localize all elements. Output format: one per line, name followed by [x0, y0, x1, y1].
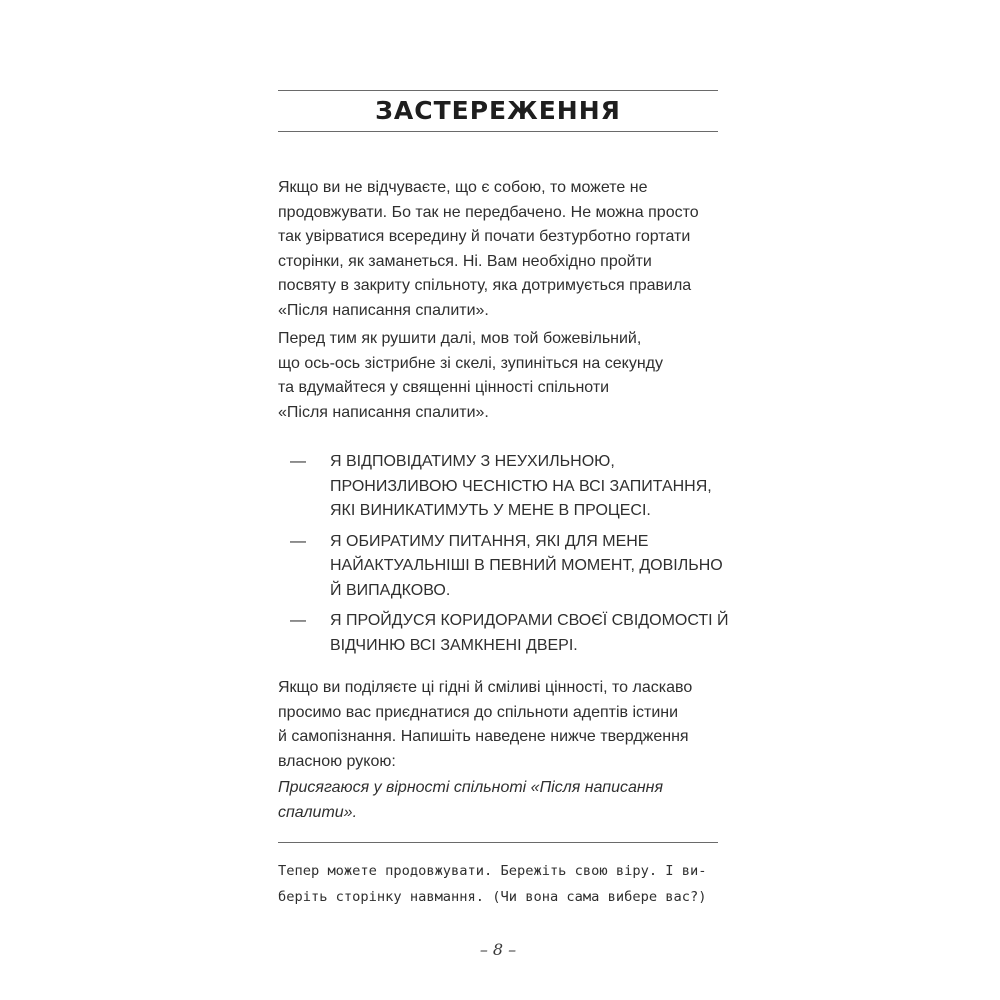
intro-line: Якщо ви не відчуваєте, що є собою, то можете не — [278, 179, 648, 196]
preface-paragraph — [278, 327, 718, 425]
preface-line: та вдумайтеся у священні цінності спільноти — [278, 379, 610, 396]
invitation-paragraph — [278, 676, 718, 774]
invitation-line: Якщо ви поділяєте ці гідні й сміливі цінності, то ласкаво — [278, 679, 693, 696]
value-line: Я ВІДПОВІДАТИМУ З НЕУХИЛЬНОЮ, — [330, 453, 615, 470]
intro-line: продовжувати. Бо так не передбачено. Не можна просто — [278, 203, 699, 221]
value-line: Я ОБИРАТИМУ ПИТАННЯ, ЯКІ ДЛЯ МЕНЕ — [330, 532, 649, 550]
values-list — [290, 450, 729, 664]
value-line: ПРОНИЗЛИВОЮ ЧЕСНІСТЮ НА ВСІ ЗАПИТАННЯ, — [330, 477, 712, 495]
intro-line: сторінки, як заманеться. Ні. Вам необхідно пройти — [278, 252, 652, 270]
title-underline-rule — [278, 131, 718, 132]
list-dash: — — [290, 612, 306, 629]
list-dash: — — [290, 532, 306, 550]
value-line: ВІДЧИНЮ ВСІ ЗАМКНЕНІ ДВЕРІ. — [330, 636, 578, 654]
intro-paragraph — [278, 176, 718, 323]
page-title: ЗАСТЕРЕЖЕННЯ — [375, 96, 621, 125]
preface-line: «Після написання спалити». — [278, 403, 489, 421]
preface-line: що ось-ось зістрибне зі скелі, зупиніться на секунду — [278, 354, 663, 372]
value-line: Й ВИПАДКОВО. — [330, 581, 451, 599]
invitation-line: власною рукою: — [278, 752, 396, 770]
intro-line: посвяту в закриту спільноту, яка дотримується правила — [278, 277, 692, 294]
value-line: Я ПРОЙДУСЯ КОРИДОРАМИ СВОЄЇ СВІДОМОСТІ Й — [330, 612, 729, 629]
book-page — [278, 0, 729, 1000]
value-item — [290, 450, 718, 524]
top-rule — [278, 90, 718, 91]
value-item — [290, 530, 723, 604]
value-item — [290, 609, 729, 658]
closing-paragraph — [278, 858, 718, 910]
oath-line: спалити». — [278, 803, 358, 821]
closing-line: беріть сторінку навмання. (Чи вона сама вибере вас?) — [278, 889, 707, 905]
invitation-line: й самопізнання. Напишіть наведене нижче твердження — [278, 728, 689, 745]
list-dash: — — [290, 453, 306, 470]
value-line: ЯКІ ВИНИКАТИМУТЬ У МЕНЕ В ПРОЦЕСІ. — [330, 502, 651, 519]
oath-line: Присягаюся у вірності спільноті «Після написання — [278, 779, 664, 796]
invitation-line: просимо вас приєднатися до спільноти адептів істини — [278, 703, 679, 721]
page-number: – 8 – — [479, 940, 517, 959]
value-line: НАЙАКТУАЛЬНІШІ В ПЕВНИЙ МОМЕНТ, ДОВІЛЬНО — [330, 557, 723, 574]
intro-line: так увірватися всередину й почати безтурботно гортати — [278, 228, 691, 245]
oath-statement — [278, 776, 718, 825]
preface-line: Перед тим як рушити далі, мов той божевільний, — [278, 330, 642, 347]
bottom-rule — [278, 842, 718, 843]
intro-line: «Після написання спалити». — [278, 301, 489, 319]
closing-line: Тепер можете продовжувати. Бережіть свою віру. І ви- — [278, 863, 707, 879]
